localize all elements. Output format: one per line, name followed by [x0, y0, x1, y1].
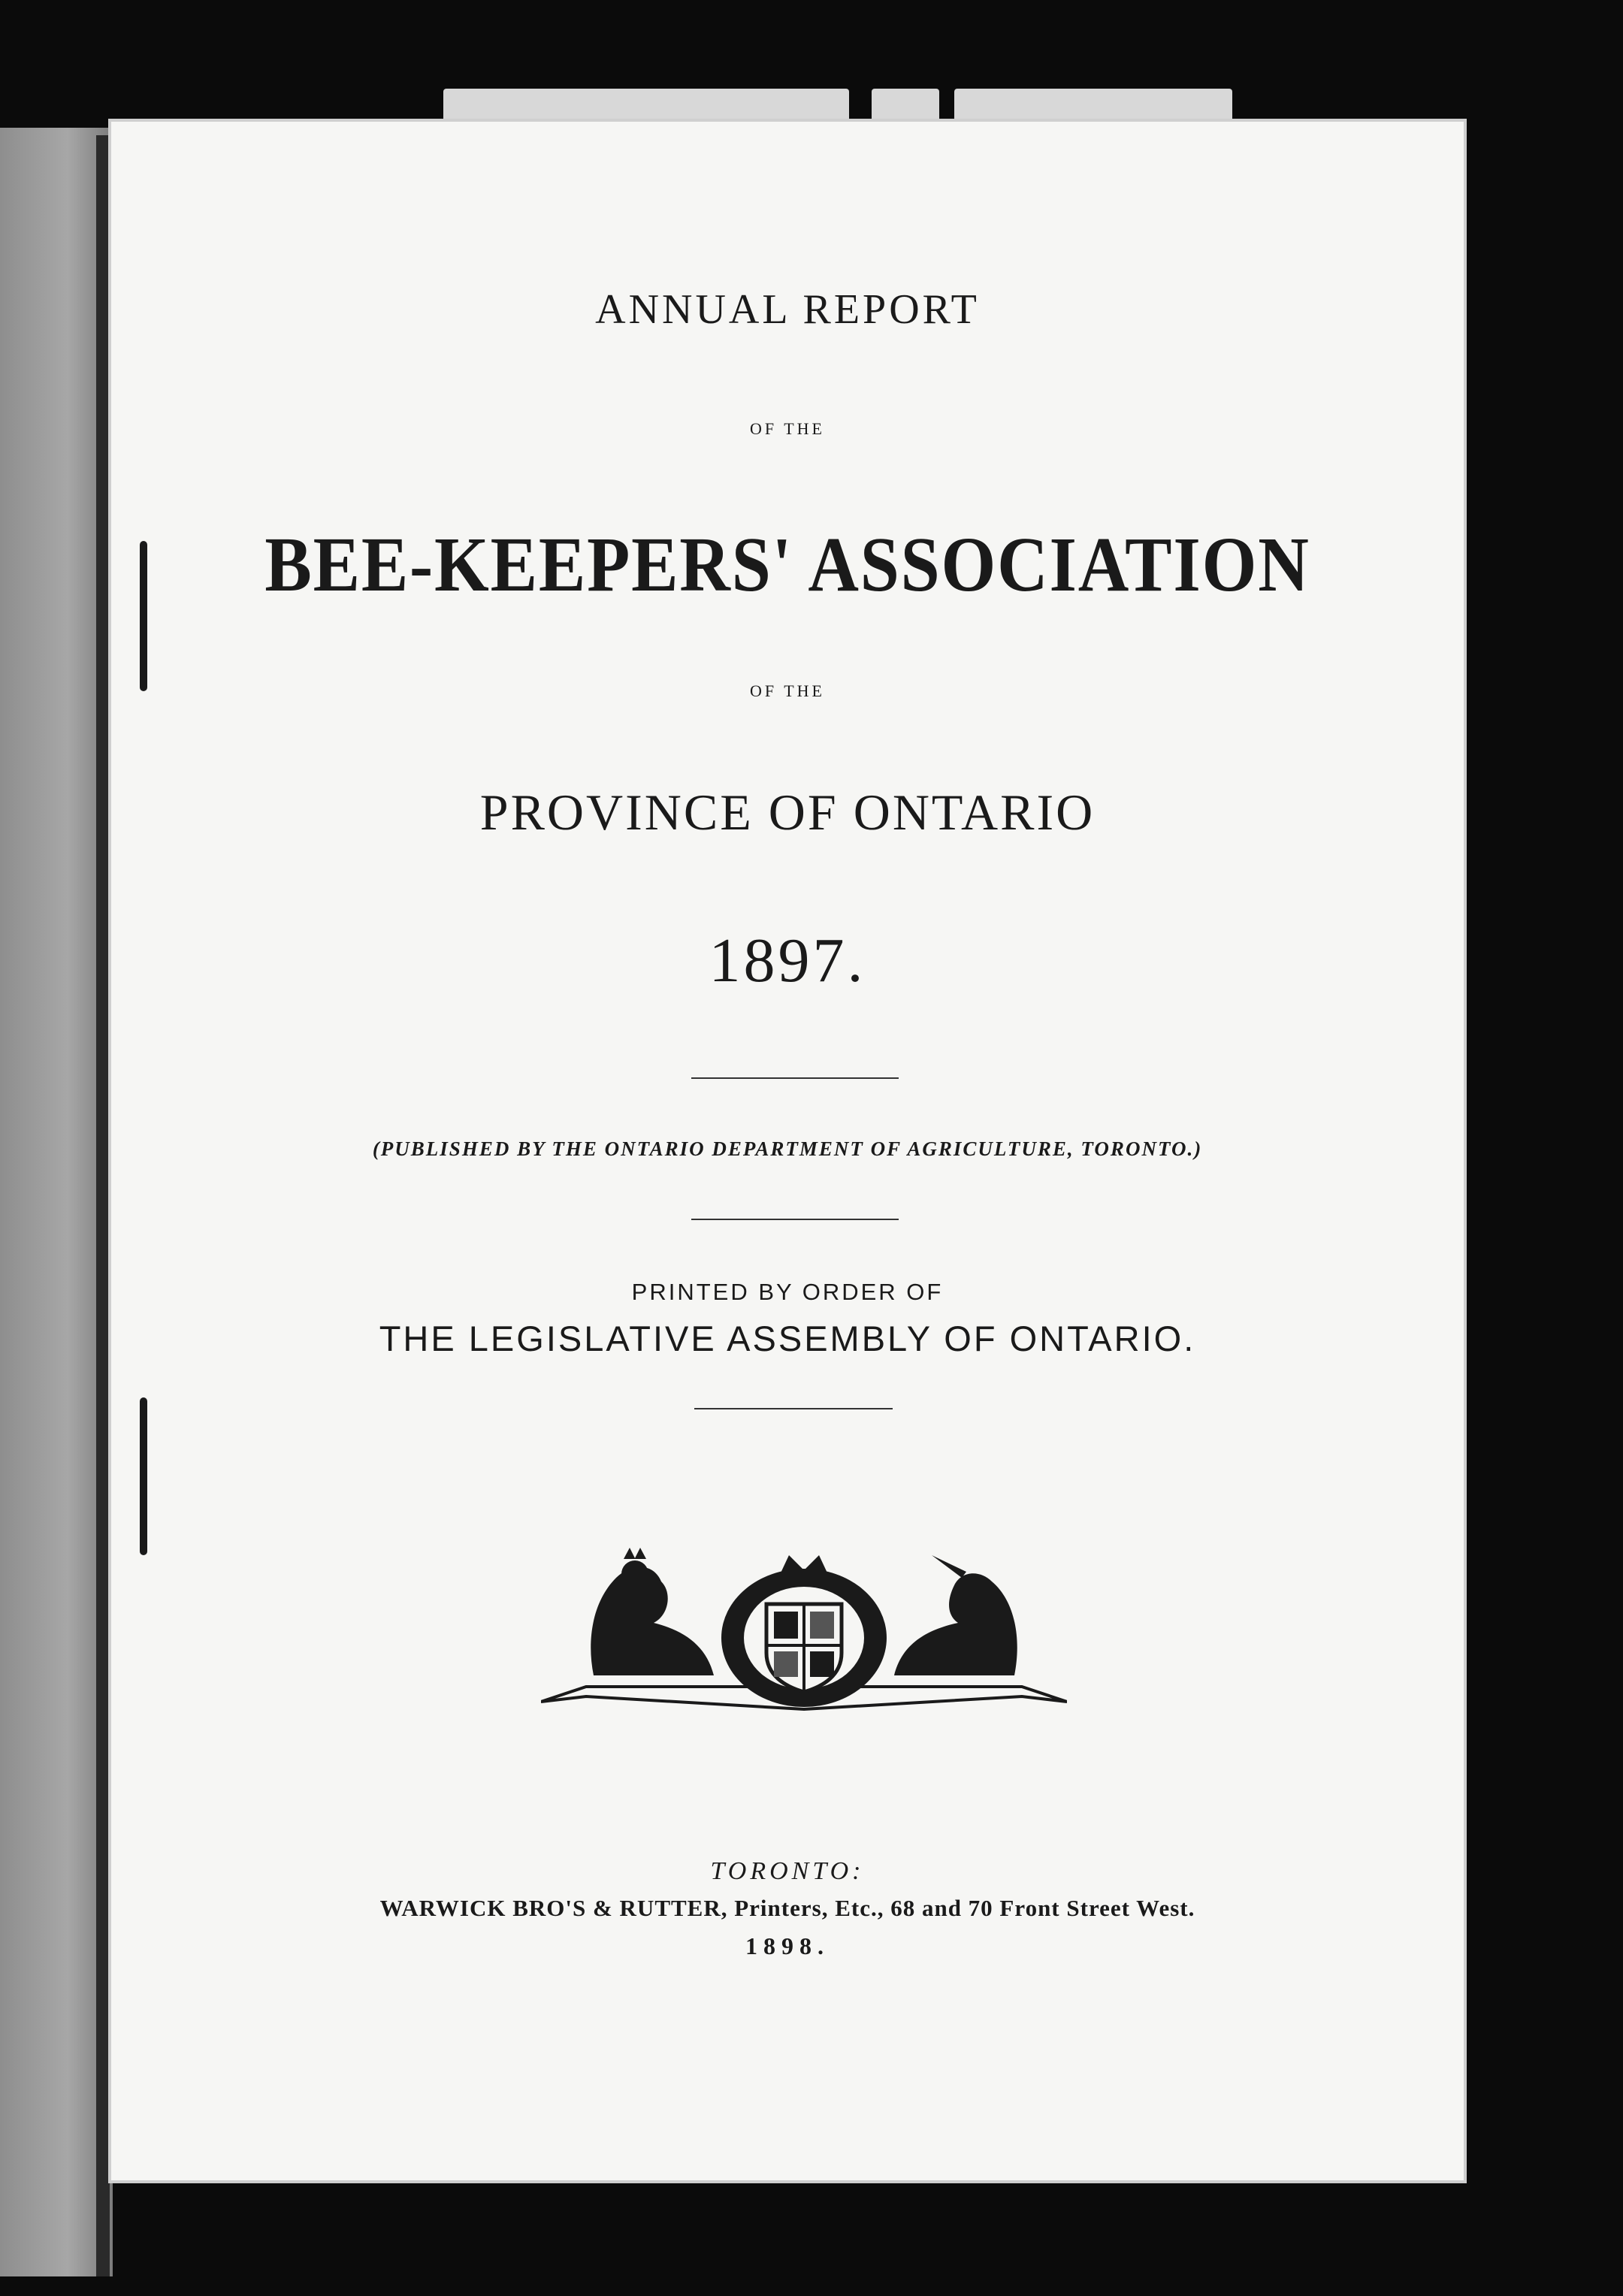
legislative-assembly-line: THE LEGISLATIVE ASSEMBLY OF ONTARIO.: [379, 1319, 1196, 1358]
imprint-year: 1898.: [745, 1932, 830, 1959]
royal-coat-of-arms: [541, 1548, 1067, 1720]
publisher-note: (PUBLISHED BY THE ONTARIO DEPARTMENT OF AGRICULTURE, TORONTO.): [372, 1137, 1203, 1160]
divider-rule: [694, 1408, 893, 1409]
title-page: [111, 122, 1464, 2180]
province-name: PROVINCE OF ONTARIO: [479, 784, 1096, 841]
divider-rule: [691, 1219, 899, 1220]
association-name: BEE-KEEPERS' ASSOCIATION: [264, 521, 1310, 608]
imprint-city: TORONTO:: [710, 1857, 865, 1885]
back-cover-edge: [96, 135, 110, 2276]
report-title: ANNUAL REPORT: [595, 286, 980, 333]
printed-by-line: PRINTED BY ORDER OF: [631, 1279, 944, 1305]
unicorn-icon: [894, 1555, 1017, 1675]
staple: [140, 1397, 147, 1555]
lion-icon: [591, 1548, 714, 1675]
of-the-connector: OF THE: [750, 419, 825, 438]
staple: [140, 541, 147, 691]
report-year: 1897.: [709, 926, 866, 995]
divider-rule: [691, 1077, 899, 1079]
of-the-connector: OF THE: [750, 681, 825, 700]
imprint-printer: WARWICK BRO'S & RUTTER, Printers, Etc., 68 and 70 Front Street West.: [379, 1895, 1195, 1921]
